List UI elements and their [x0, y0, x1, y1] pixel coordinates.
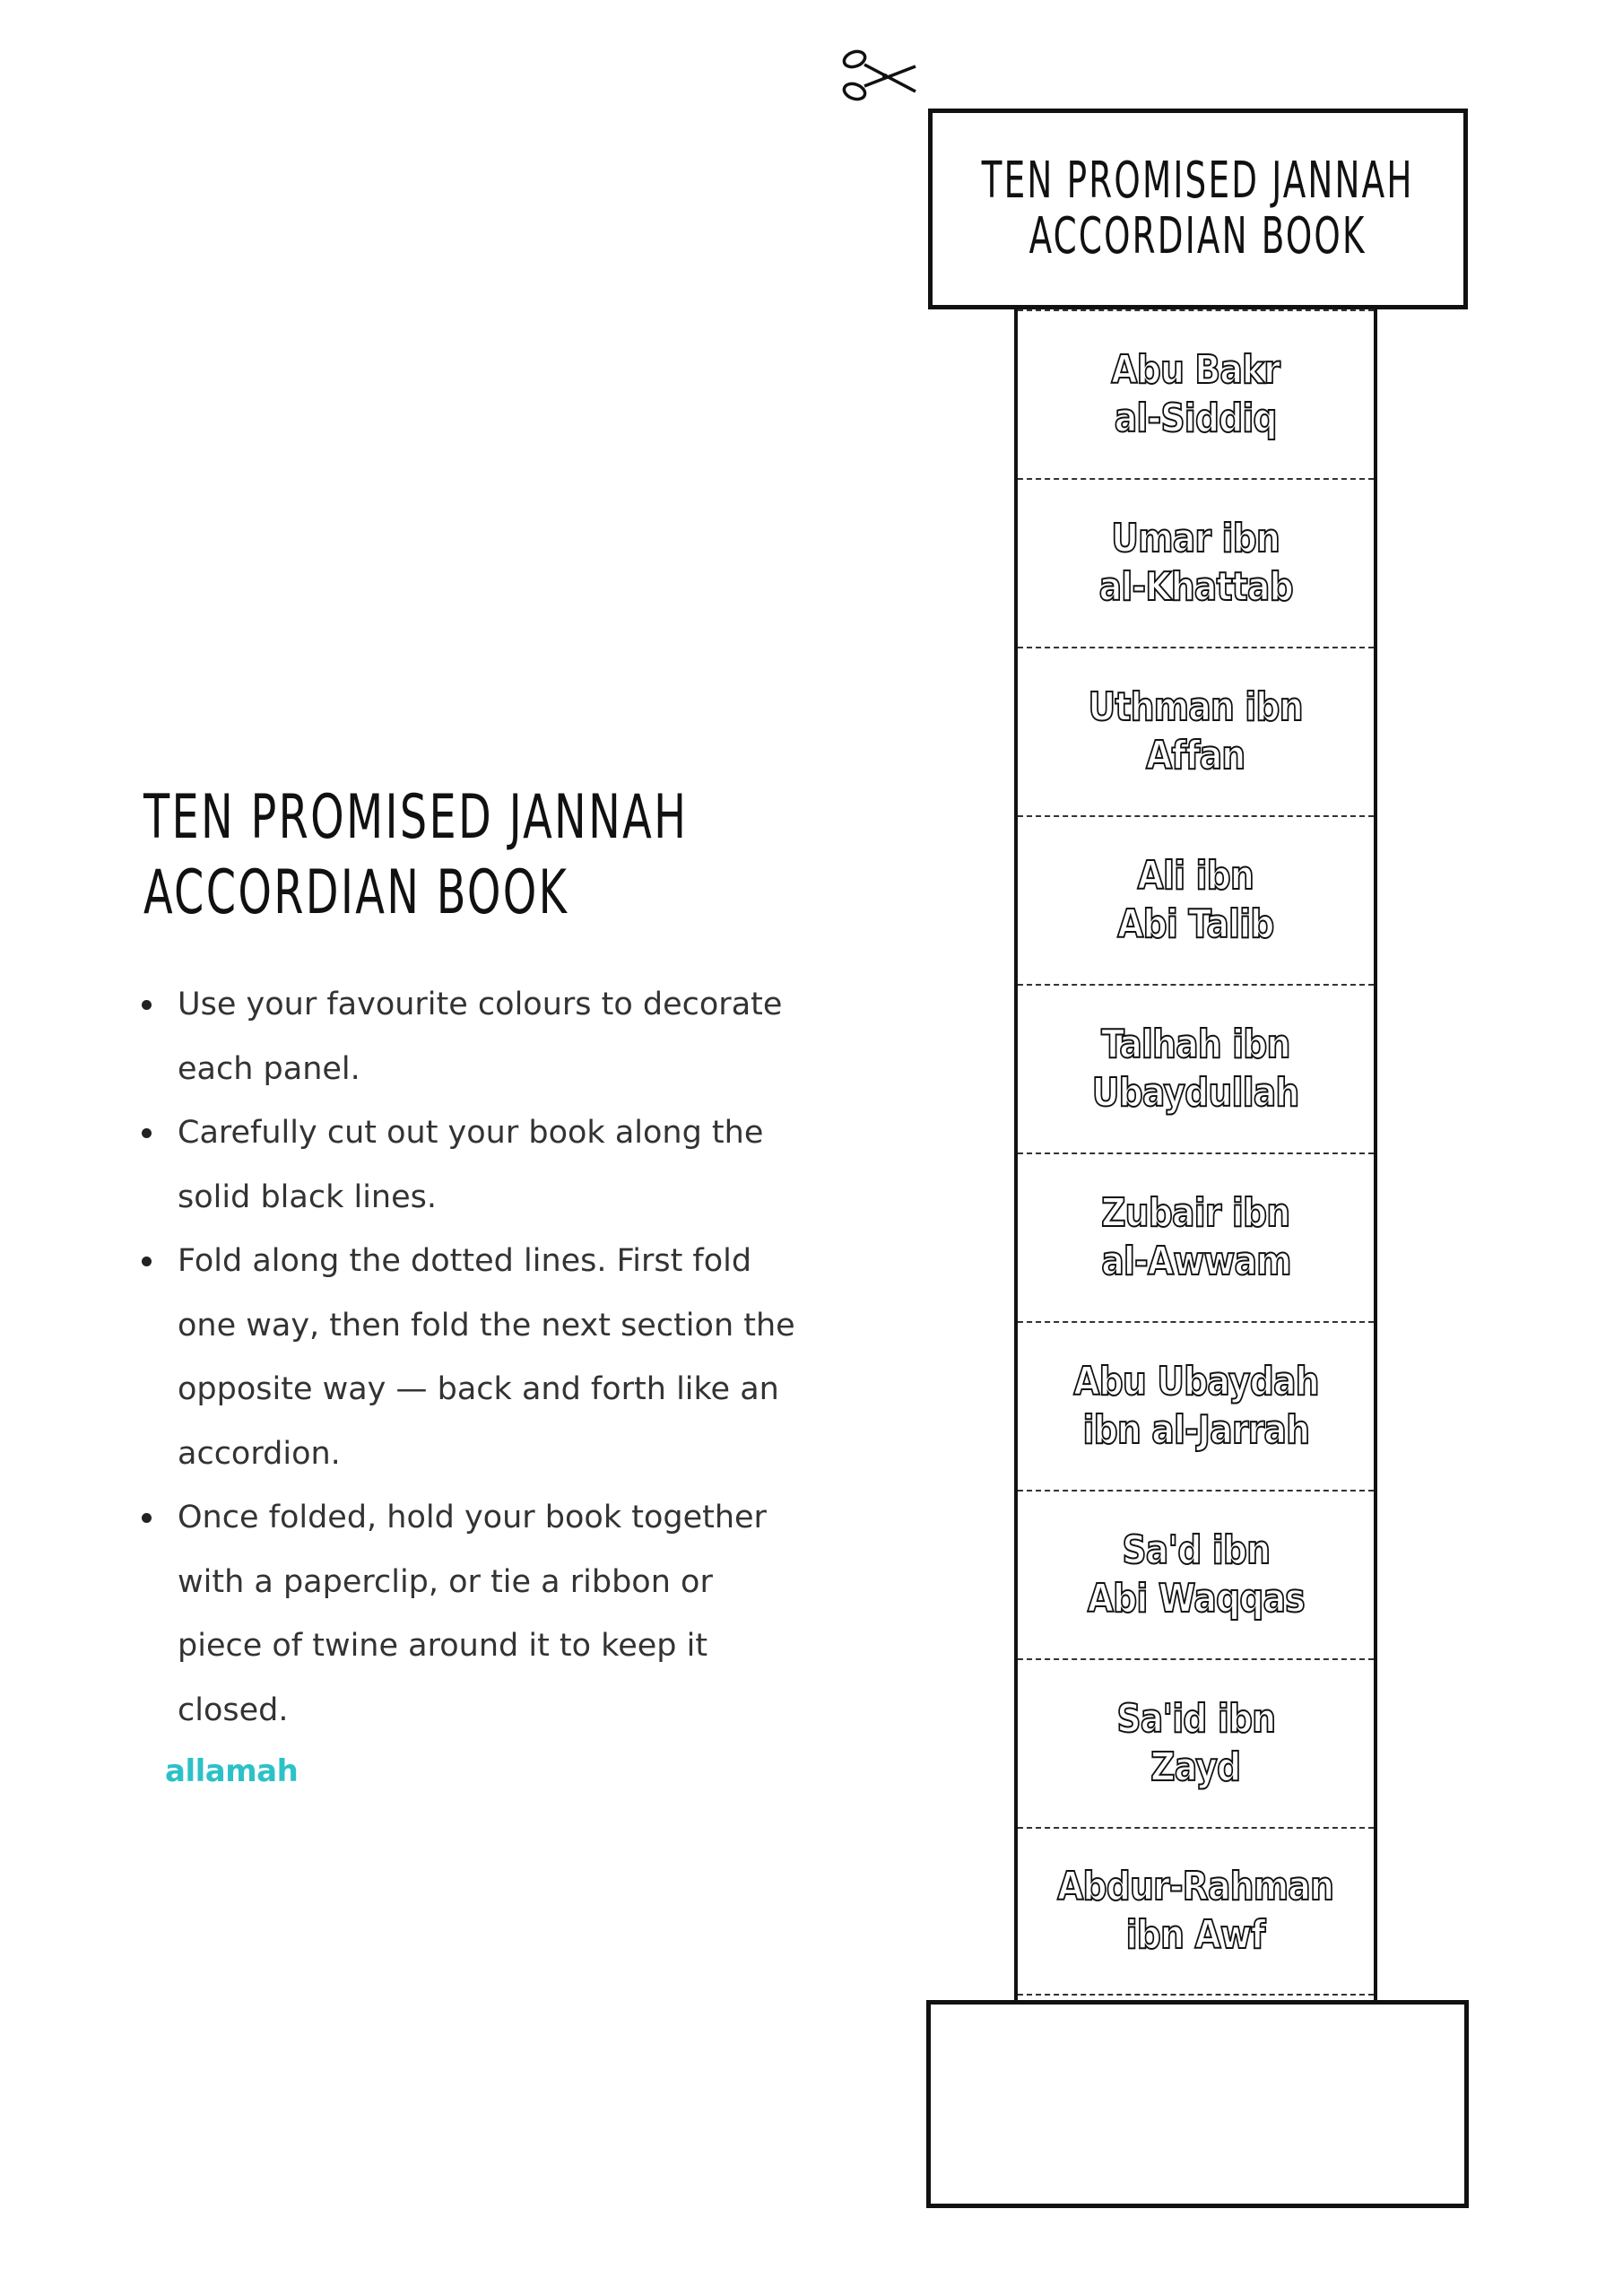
panel-talhah: [1018, 984, 1374, 1152]
panel-name-line: Abu Ubaydah: [1072, 1359, 1319, 1405]
cover-title-line: ACCORDIAN BOOK: [1028, 207, 1367, 265]
panel-name-line: ibn Awf: [1126, 1912, 1265, 1958]
panel-name-line: Abu Bakr: [1111, 347, 1280, 393]
instruction-list: [135, 973, 805, 1743]
accordion-strip: [1014, 309, 1377, 2000]
panel-name-line: Talhah ibn: [1101, 1022, 1290, 1067]
panel-ali: [1018, 815, 1374, 984]
panel-name-line: al-Siddiq: [1115, 396, 1277, 441]
page-title: [143, 780, 689, 931]
panel-name-line: Abdur-Rahman: [1057, 1864, 1334, 1909]
panel-name-line: Zayd: [1150, 1744, 1241, 1790]
cover-title-line: TEN PROMISED JANNAH: [982, 152, 1414, 210]
cover-title: [982, 153, 1414, 265]
panel-abdur-rahman: [1018, 1827, 1374, 1996]
panel-name-line: ibn al-Jarrah: [1082, 1407, 1309, 1453]
panel-uthman: [1018, 647, 1374, 815]
panel-name-line: Sa'id ibn: [1116, 1696, 1275, 1742]
panel-umar: [1018, 478, 1374, 647]
panel-name-line: Zubair ibn: [1101, 1190, 1290, 1236]
panel-abu-ubaydah: [1018, 1321, 1374, 1490]
panel-name-line: al-Khattab: [1098, 564, 1293, 610]
panel-zubair: [1018, 1152, 1374, 1321]
page-title-line: ACCORDIAN BOOK: [143, 857, 569, 928]
instruction-item: Carefully cut out your book along the solid black lines.: [178, 1101, 805, 1230]
panel-name-line: al-Awwam: [1100, 1239, 1291, 1284]
panel-name-line: Abi Talib: [1117, 901, 1274, 947]
panel-said: [1018, 1658, 1374, 1827]
instruction-item: Fold along the dotted lines. First fold one way, then fold the next section the opposite way — back and forth like an accordion.: [178, 1230, 805, 1486]
book-cover-top: [928, 109, 1468, 309]
panel-saad: [1018, 1490, 1374, 1658]
panel-name-line: Uthman ibn: [1088, 684, 1304, 730]
instruction-item: Use your favourite colours to decorate each panel.: [178, 973, 805, 1101]
panel-name-line: Abi Waqqas: [1087, 1576, 1305, 1622]
panel-name-line: Ali ibn: [1137, 853, 1254, 899]
instruction-item: Once folded, hold your book together with a paperclip, or tie a ribbon or piece of twine around it to keep it closed.: [178, 1486, 805, 1743]
page-title-line: TEN PROMISED JANNAH: [143, 782, 689, 853]
panel-abu-bakr: [1018, 309, 1374, 478]
scissors-icon: [838, 45, 921, 109]
panel-name-line: Sa'd ibn: [1122, 1527, 1270, 1573]
panel-name-line: Affan: [1146, 733, 1245, 778]
panel-name-line: Umar ibn: [1111, 516, 1280, 561]
book-cover-bottom: [926, 2000, 1469, 2208]
allamah-logo: allamah: [165, 1753, 299, 1789]
panel-name-line: Ubaydullah: [1092, 1070, 1299, 1116]
